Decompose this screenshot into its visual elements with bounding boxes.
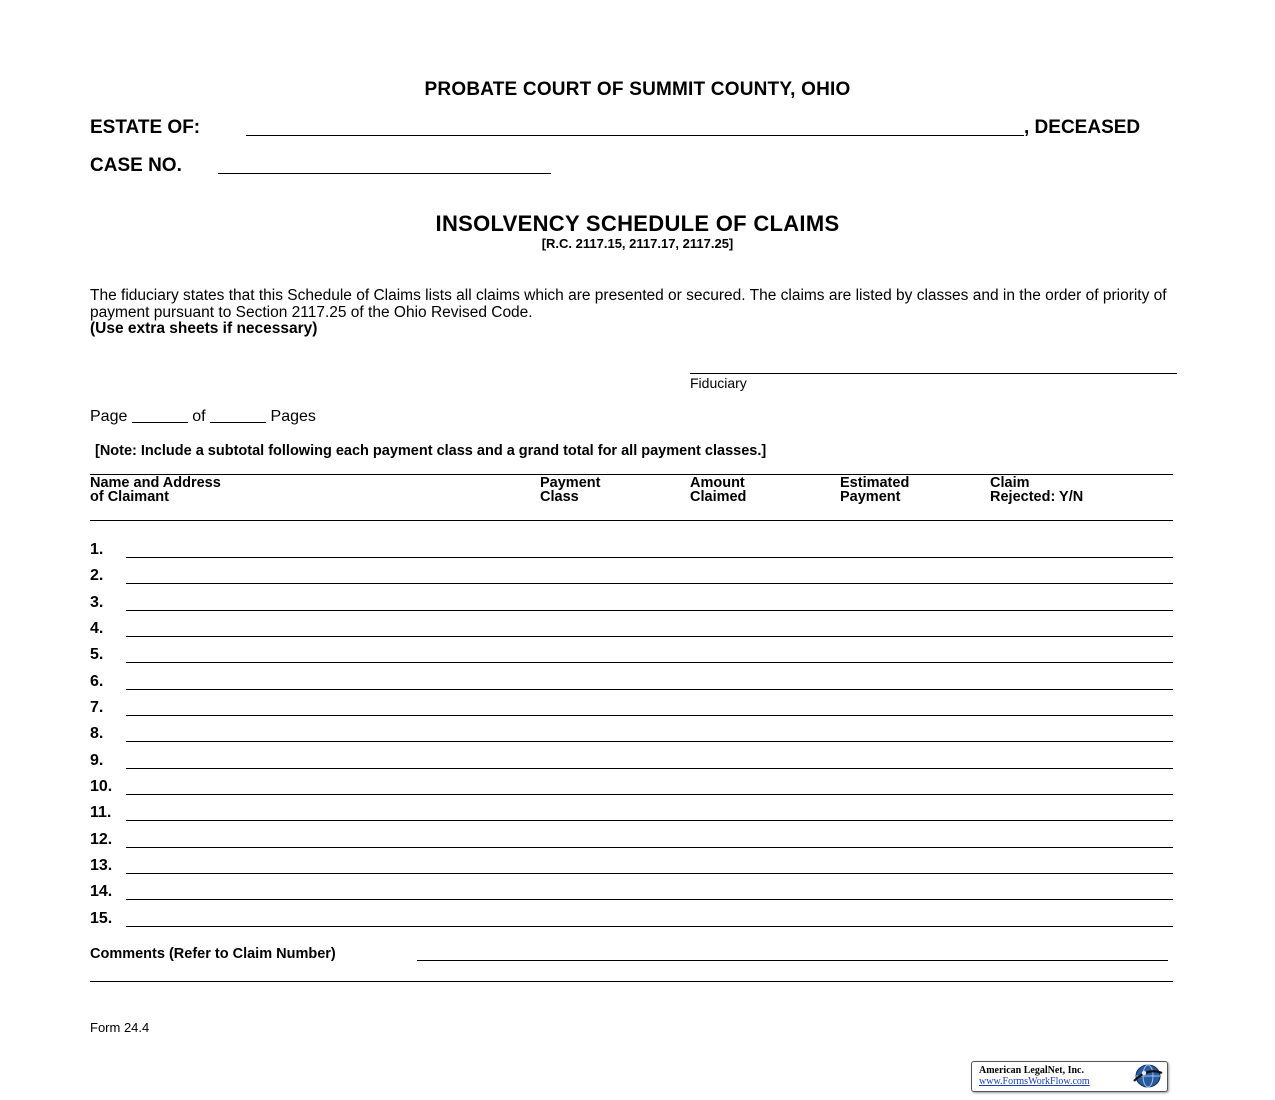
comments-field[interactable] bbox=[417, 960, 1168, 961]
publisher-link[interactable]: www.FormsWorkFlow.com bbox=[979, 1076, 1090, 1087]
row-number: 14. bbox=[90, 883, 113, 900]
estate-label: ESTATE OF: bbox=[90, 117, 201, 138]
row-number: 12. bbox=[90, 831, 113, 848]
publisher-name: American LegalNet, Inc. bbox=[979, 1065, 1084, 1076]
claim-row-field[interactable] bbox=[126, 794, 1173, 795]
fiduciary-signature-field[interactable] bbox=[690, 373, 1177, 374]
case-number-label: CASE NO. bbox=[90, 155, 182, 176]
globe-icon bbox=[1130, 1063, 1164, 1089]
fiduciary-statement bbox=[90, 288, 1180, 338]
claim-row-field[interactable] bbox=[126, 715, 1173, 716]
row-number: 1. bbox=[90, 541, 104, 558]
claim-row-field[interactable] bbox=[126, 689, 1173, 690]
claim-row-field[interactable] bbox=[126, 873, 1173, 874]
row-number: 9. bbox=[90, 752, 104, 769]
row-number: 13. bbox=[90, 857, 113, 874]
row-number: 5. bbox=[90, 646, 104, 663]
row-number: 3. bbox=[90, 594, 104, 611]
row-number: 7. bbox=[90, 699, 104, 716]
fiduciary-label: Fiduciary bbox=[690, 375, 747, 391]
row-number: 2. bbox=[90, 567, 104, 584]
row-number: 15. bbox=[90, 910, 113, 927]
claim-row-field[interactable] bbox=[126, 899, 1173, 900]
total-pages-field[interactable] bbox=[210, 408, 266, 423]
comments-label: Comments (Refer to Claim Number) bbox=[90, 946, 336, 962]
pages-label: Pages bbox=[270, 408, 316, 425]
form-title: INSOLVENCY SCHEDULE OF CLAIMS bbox=[435, 211, 840, 236]
row-number: 6. bbox=[90, 673, 104, 690]
of-label: of bbox=[192, 408, 206, 425]
column-header-claim-rejected: Claim Rejected: Y/N bbox=[990, 475, 1084, 505]
statement-text: The fiduciary states that this Schedule of Claims lists all claims which are presented or secured. The claims are listed by classes and in the order of priority of payment pursuant to Section 2117.25 of the Ohio Revised Code. bbox=[90, 287, 1167, 321]
page-label: Page bbox=[90, 408, 128, 425]
column-header-amount-claimed: Amount Claimed bbox=[690, 475, 747, 505]
form-number: Form 24.4 bbox=[90, 1020, 150, 1035]
claim-row-field[interactable] bbox=[126, 847, 1173, 848]
deceased-label: , DECEASED bbox=[1024, 117, 1141, 138]
page-number-field[interactable] bbox=[132, 408, 188, 423]
claim-row-field[interactable] bbox=[126, 636, 1173, 637]
claim-row-field[interactable] bbox=[126, 610, 1173, 611]
row-number: 11. bbox=[90, 804, 112, 821]
subtotal-note: [Note: Include a subtotal following each payment class and a grand total for all payment classes.] bbox=[95, 443, 767, 459]
court-name: PROBATE COURT OF SUMMIT COUNTY, OHIO bbox=[424, 79, 851, 100]
extra-sheets-note: (Use extra sheets if necessary) bbox=[90, 320, 318, 337]
column-header-payment-class: Payment Class bbox=[540, 475, 601, 505]
row-number: 8. bbox=[90, 725, 104, 742]
case-number-field[interactable] bbox=[218, 173, 551, 174]
claim-row-field[interactable] bbox=[126, 768, 1173, 769]
column-header-estimated-payment: Estimated Payment bbox=[840, 475, 910, 505]
claim-row-field[interactable] bbox=[126, 583, 1173, 584]
table-header-rule bbox=[90, 520, 1173, 521]
claim-row-field[interactable] bbox=[126, 741, 1173, 742]
claim-row-field[interactable] bbox=[126, 557, 1173, 558]
publisher-logo[interactable] bbox=[971, 1061, 1168, 1092]
claim-row-field[interactable] bbox=[126, 820, 1173, 821]
comments-continuation-field[interactable] bbox=[90, 981, 1173, 982]
estate-name-field[interactable] bbox=[246, 135, 1024, 136]
claim-row-field[interactable] bbox=[126, 662, 1173, 663]
row-number: 4. bbox=[90, 620, 104, 637]
row-number: 10. bbox=[90, 778, 113, 795]
claim-row-field[interactable] bbox=[126, 926, 1173, 927]
statute-reference: [R.C. 2117.15, 2117.17, 2117.25] bbox=[541, 236, 734, 251]
page-count-line bbox=[90, 408, 316, 426]
column-header-claimant: Name and Address of Claimant bbox=[90, 475, 221, 505]
